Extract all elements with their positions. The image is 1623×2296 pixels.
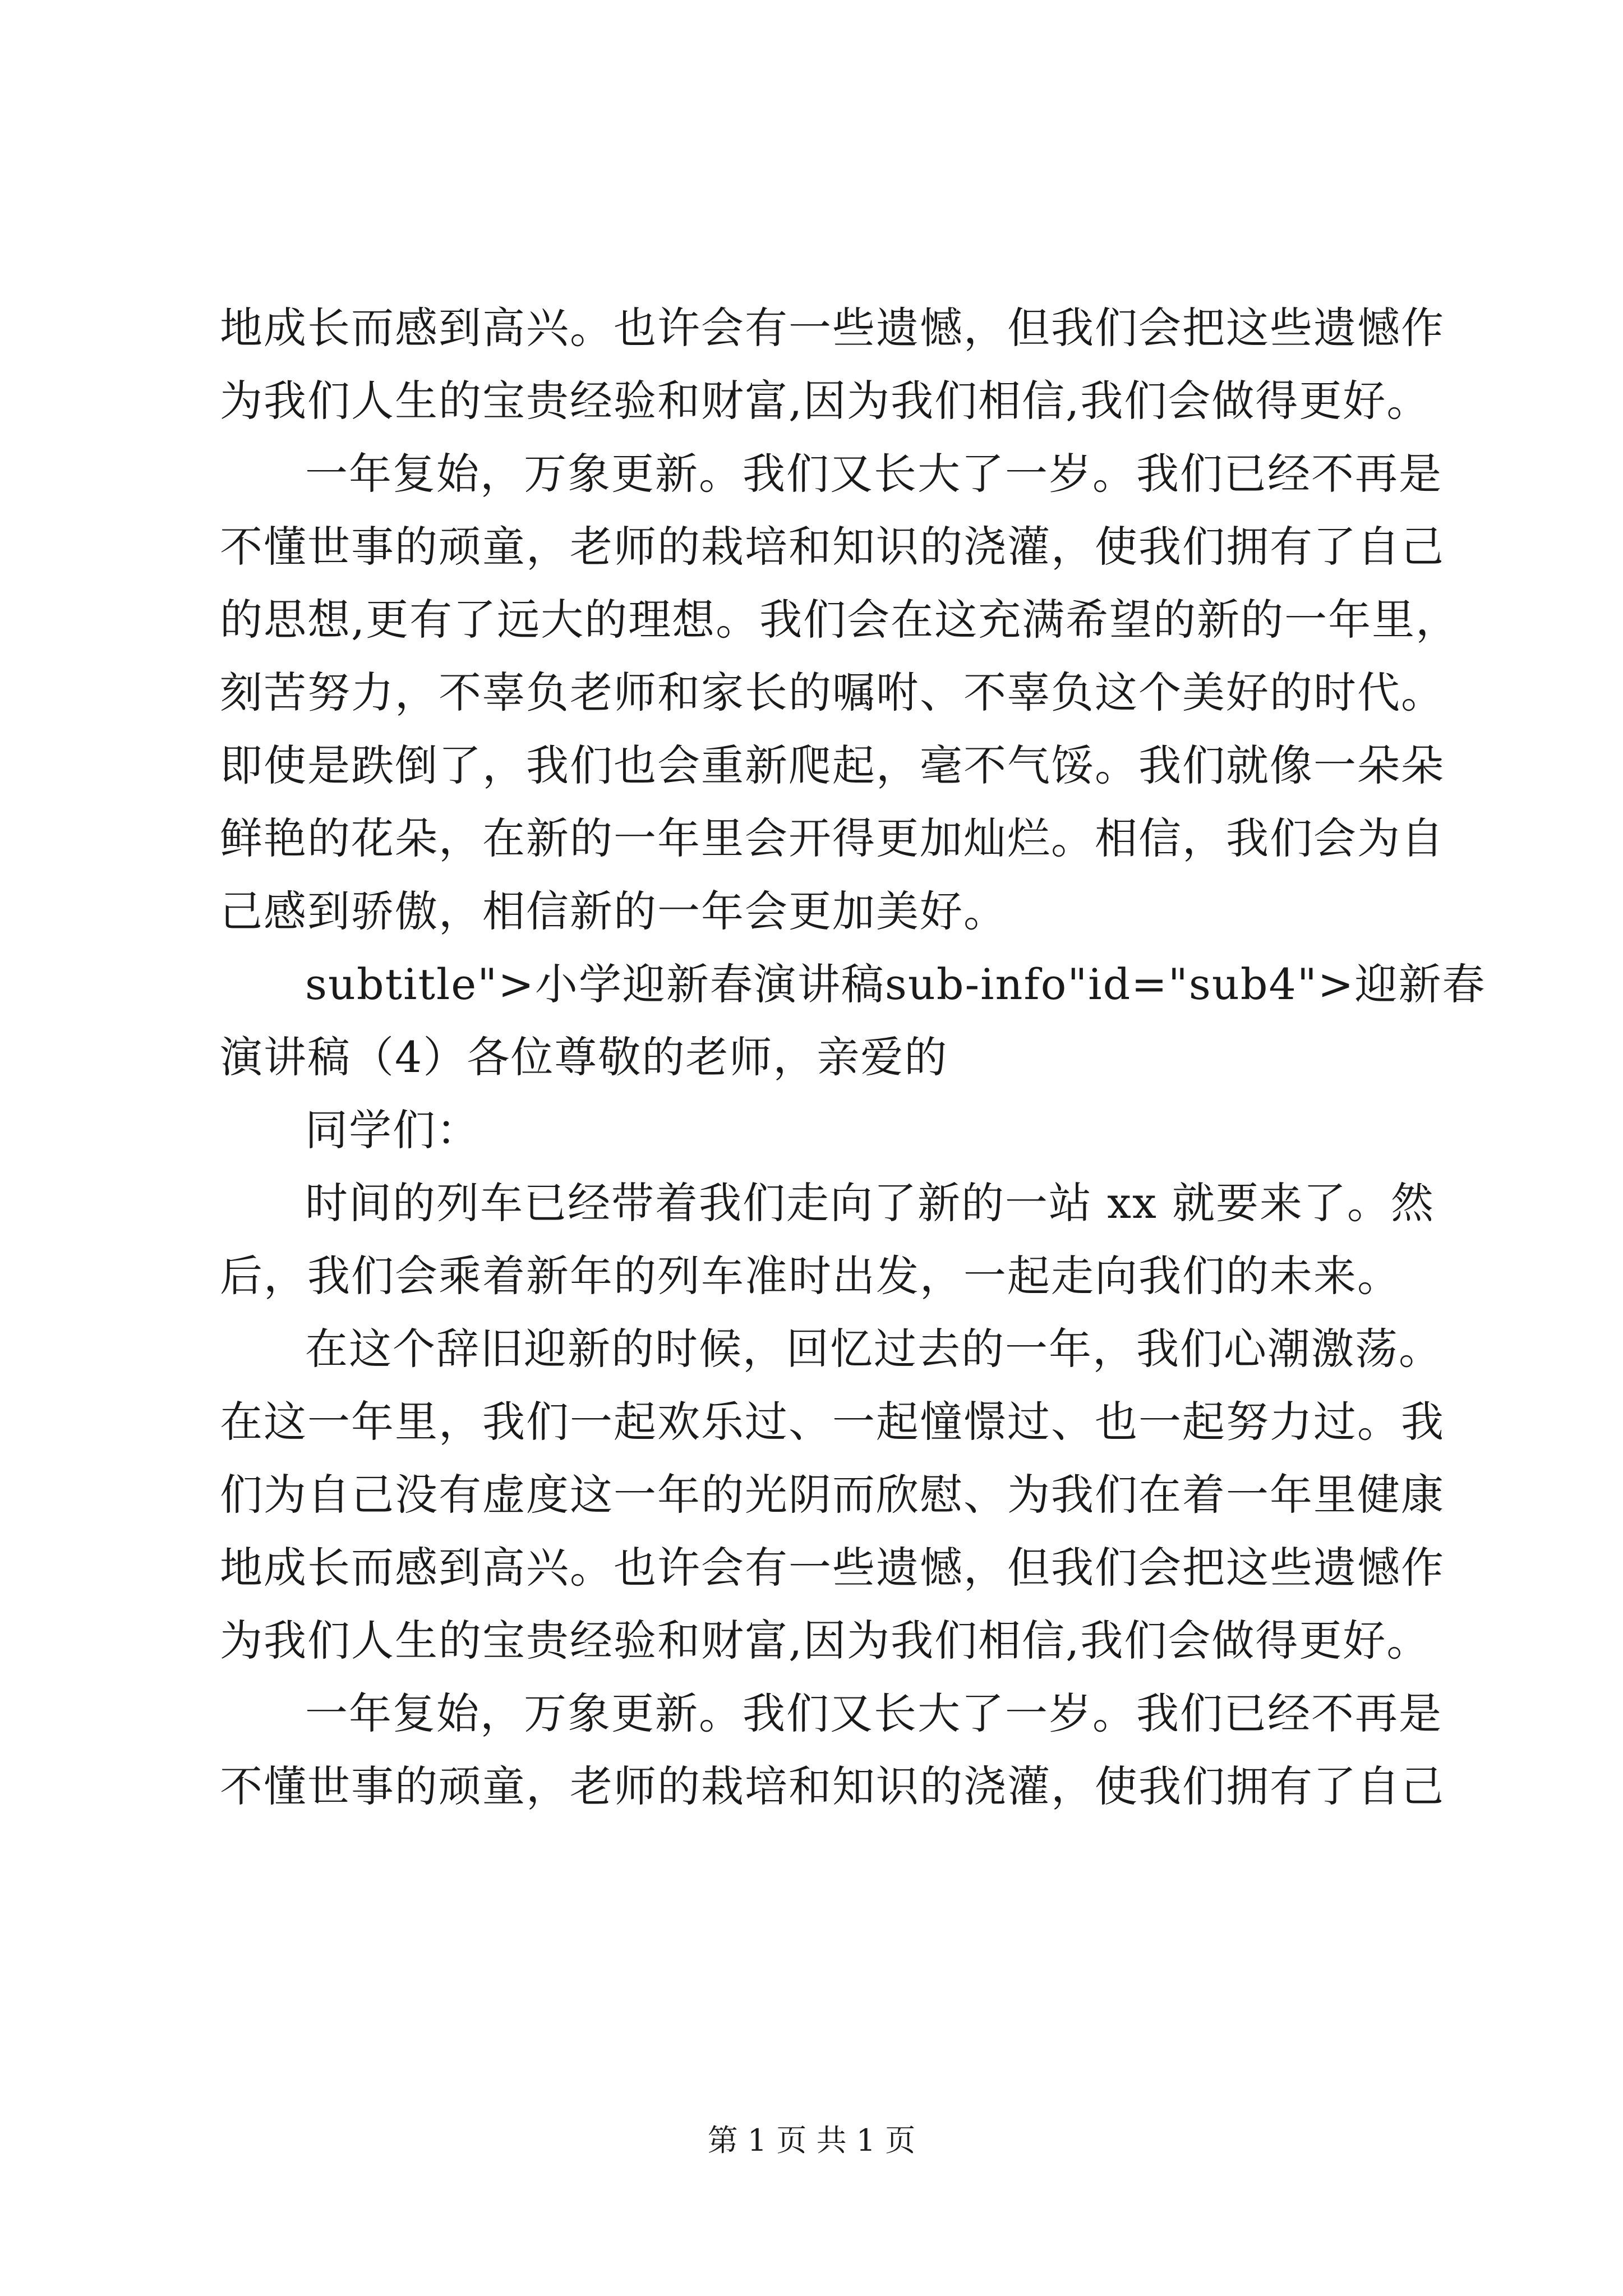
text-line: 不懂世事的顽童，老师的栽培和知识的浇灌，使我们拥有了自己 [220, 1761, 1445, 1811]
text-line: 为我们人生的宝贵经验和财富,因为我们相信,我们会做得更好。 [220, 1616, 1431, 1665]
text-line: 后，我们会乘着新年的列车准时出发，一起走向我们的未来。 [220, 1251, 1401, 1301]
text-line: 演讲稿（4）各位尊敬的老师，亲爱的 [220, 1032, 948, 1082]
text-line: 们为自己没有虚度这一年的光阴而欣慰、为我们在着一年里健康 [220, 1470, 1445, 1520]
text-line: 刻苦努力，不辜负老师和家长的嘱咐、不辜负这个美好的时代。 [220, 668, 1445, 717]
text-line: 不懂世事的顽童，老师的栽培和知识的浇灌，使我们拥有了自己 [220, 522, 1445, 572]
text-line: 为我们人生的宝贵经验和财富,因为我们相信,我们会做得更好。 [220, 376, 1431, 426]
text-line: 鲜艳的花朵，在新的一年里会开得更加灿烂。相信，我们会为自 [220, 813, 1445, 863]
text-line: subtitle">小学迎新春演讲稿sub-info"id="sub4">迎新春 [305, 959, 1486, 1009]
text-line: 时间的列车已经带着我们走向了新的一站 xx 就要来了。然 [305, 1178, 1435, 1228]
text-line: 地成长而感到高兴。也许会有一些遗憾，但我们会把这些遗憾作 [220, 303, 1445, 353]
page-footer [0, 2118, 1623, 2163]
text-line: 一年复始，万象更新。我们又长大了一岁。我们已经不再是 [305, 1688, 1442, 1738]
text-line: 的思想,更有了远大的理想。我们会在这充满希望的新的一年里， [220, 595, 1460, 645]
text-line: 地成长而感到高兴。也许会有一些遗憾，但我们会把这些遗憾作 [220, 1543, 1445, 1593]
text-line: 己感到骄傲，相信新的一年会更加美好。 [220, 886, 1007, 936]
text-line: 在这个辞旧迎新的时候，回忆过去的一年，我们心潮激荡。 [305, 1324, 1442, 1374]
text-line: 在这一年里，我们一起欢乐过、一起憧憬过、也一起努力过。我 [220, 1397, 1445, 1447]
page-number-label: 第 1 页 共 1 页 [707, 2123, 916, 2158]
text-line: 一年复始，万象更新。我们又长大了一岁。我们已经不再是 [305, 449, 1442, 499]
text-line: 即使是跌倒了，我们也会重新爬起，毫不气馁。我们就像一朵朵 [220, 740, 1445, 790]
text-line: 同学们： [305, 1105, 480, 1155]
document-body [220, 292, 1486, 1823]
